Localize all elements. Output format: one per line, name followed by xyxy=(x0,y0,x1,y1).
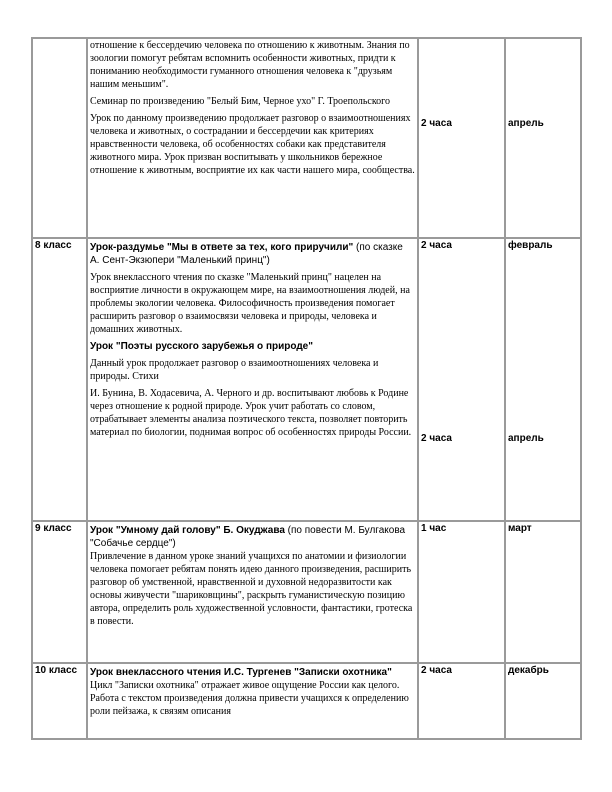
paragraph: Цикл "Записки охотника" отражает живое ощущение России как целого. Работа с текстом произведения должна привести учащихся к определению роли пейзажа, к связям описания xyxy=(90,680,409,717)
paragraph: Привлечение в данном уроке знаний учащихся по анатомии и физиологии человека помогает ребятам понять идею данного произведения, расширить разговор об умственной, нравственной и духовной недоразвитости как основы живучести "шариковщины", раскрыть гуманистическую позицию автора, определить роль художественной условности, фантастики, гротеска в повести. xyxy=(90,551,413,627)
paragraph: Семинар по произведению "Белый Бим, Черное ухо" Г. Троепольского xyxy=(90,96,391,107)
grade-cell: 9 класс xyxy=(32,521,87,663)
hours-value: 2 часа xyxy=(421,240,452,251)
month-cell: декабрь xyxy=(505,663,581,739)
table-row xyxy=(32,238,581,521)
hours-cell: 2 часа xyxy=(418,663,505,739)
description-cell xyxy=(87,238,418,521)
month-cell: март xyxy=(505,521,581,663)
description-cell xyxy=(87,521,418,663)
lesson-topic: Урок внеклассного чтения И.С. Тургенев "Записки охотника" xyxy=(90,667,392,678)
lesson-topic: Урок "Умному дай голову" Б. Окуджава (по повести М. Булгакова "Собачье сердце") xyxy=(90,525,406,549)
paragraph: отношение к бессердечию человека по отношению к животным. Знания по зоологии помогут ребятам вспомнить особенности животных, придти к пониманию необходимости гуманного отношения человека к "друзьям нашим меньшим". xyxy=(90,40,410,90)
month-value: апрель xyxy=(508,118,544,129)
lesson-topic: Урок "Поэты русского зарубежья о природе" xyxy=(90,341,313,352)
paragraph: Данный урок продолжает разговор о взаимоотношениях человека и природы. Стихи xyxy=(90,358,379,382)
lesson-topic: Урок-раздумье "Мы в ответе за тех, кого приручили" (по сказке А. Сент-Экзюпери "Маленький принц") xyxy=(90,242,403,266)
month-value: февраль xyxy=(508,240,553,251)
month-cell xyxy=(505,38,581,238)
month-value: апрель xyxy=(508,433,544,444)
hours-cell xyxy=(418,238,505,521)
hours-value: 2 часа xyxy=(421,433,452,444)
grade-cell xyxy=(32,38,87,238)
hours-cell xyxy=(418,38,505,238)
paragraph: Урок внеклассного чтения по сказке "Маленький принц" нацелен на восприятие личности в окружающем мире, на взаимоотношения людей, на проблемы экологии человека. Философичность произведения помогает расширить разговор о взаимосвязи человека и природы, человека и домашних животных. xyxy=(90,272,410,335)
lesson-plan-table xyxy=(31,37,582,740)
description-cell xyxy=(87,38,418,238)
grade-cell: 8 класс xyxy=(32,238,87,521)
paragraph: Урок по данному произведению продолжает разговор о взаимоотношениях человека и животных, о сострадании и бессердечии как критериях нравственности человека, об особенностях собаки как представителя животного мира. Урок призван воспитывать у школьников бережное отношение к животным, восприятие их как части нашего мира, сообщества. xyxy=(90,113,415,176)
hours-value: 2 часа xyxy=(421,118,452,129)
table-row xyxy=(32,38,581,238)
table-row xyxy=(32,521,581,663)
table-row xyxy=(32,663,581,739)
paragraph: И. Бунина, В. Ходасевича, А. Черного и др. воспитывают любовь к Родине через отношение к родной природе. Урок учит работать со словом, отрабатывает элементы анализа поэтического текста, позволяет повторить материал по биологии, поднимая вопрос об особенностях природы России. xyxy=(90,388,412,438)
hours-cell: 1 час xyxy=(418,521,505,663)
month-cell xyxy=(505,238,581,521)
description-cell xyxy=(87,663,418,739)
grade-cell: 10 класс xyxy=(32,663,87,739)
